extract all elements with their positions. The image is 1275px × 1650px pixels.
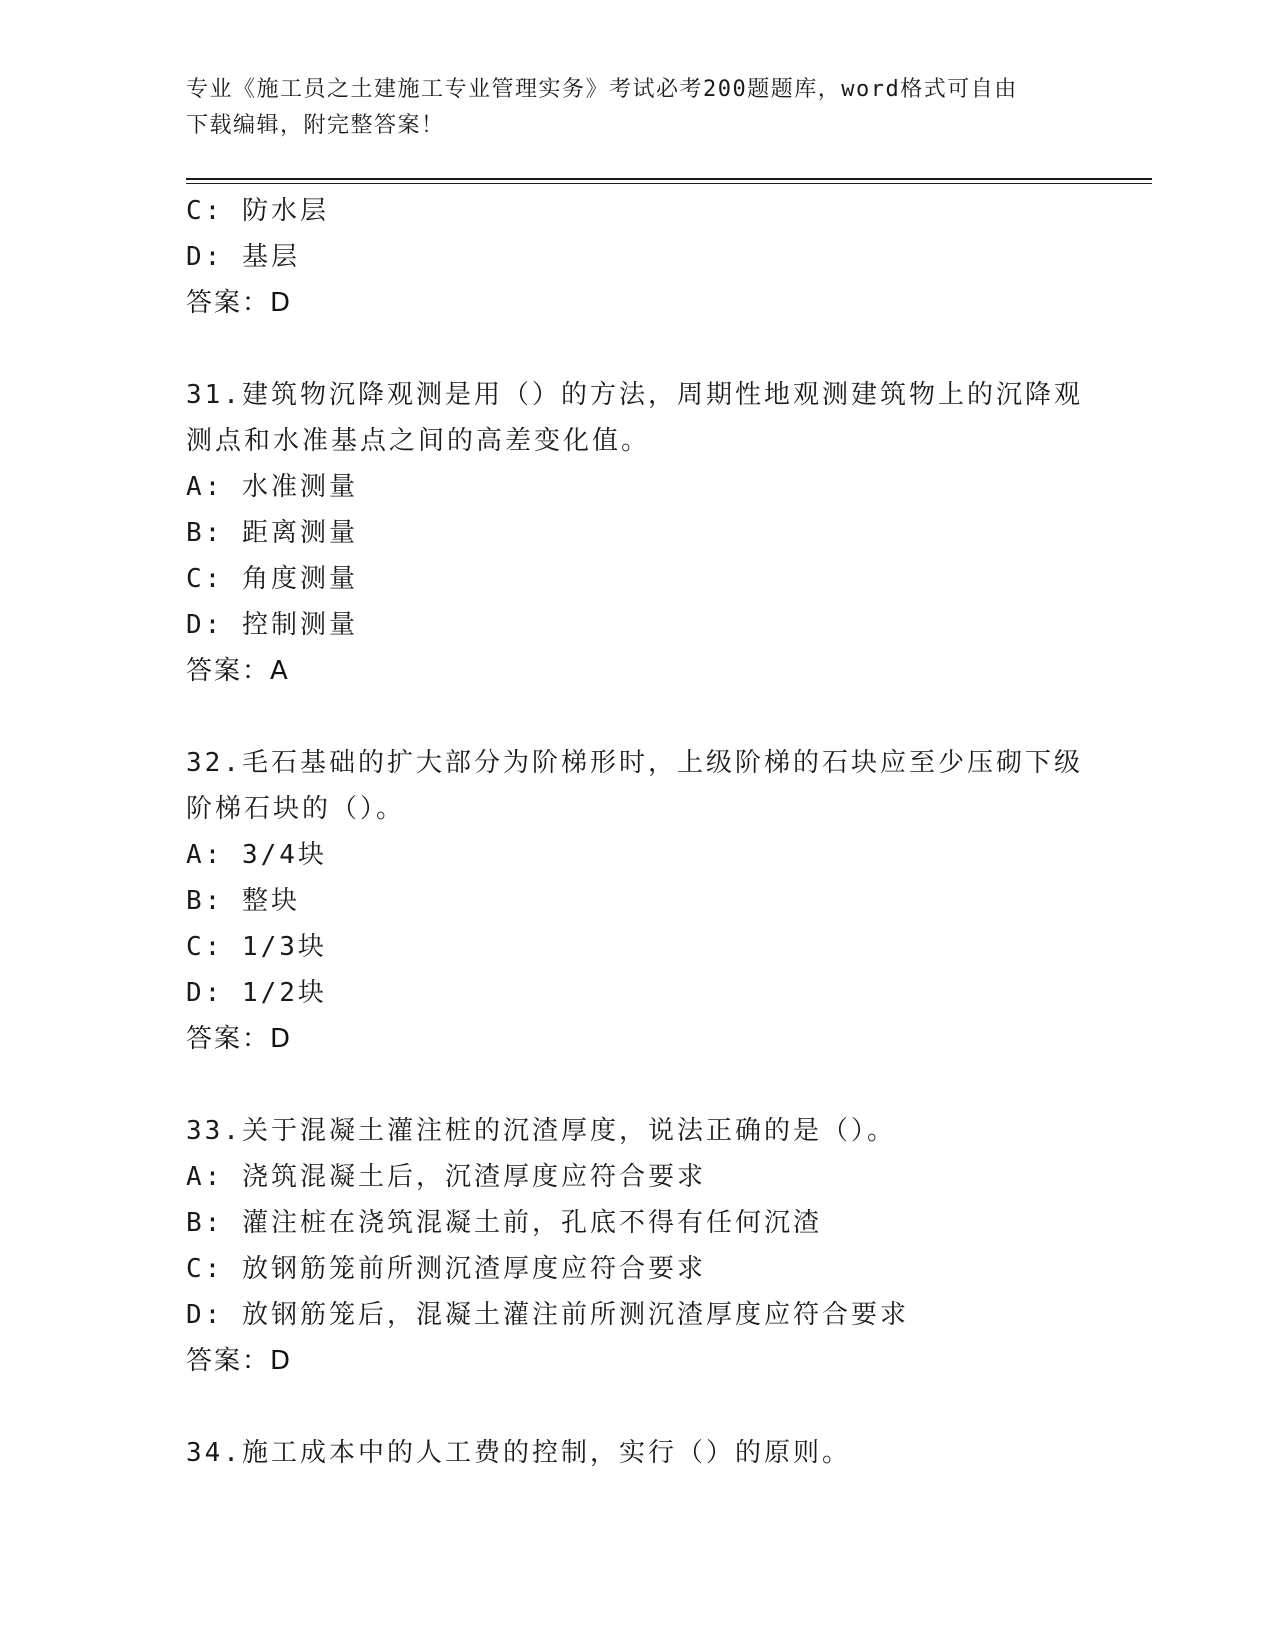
answer-line: 答案：D	[186, 1024, 293, 1054]
question-stem: 33.关于混凝土灌注桩的沉渣厚度，说法正确的是（）。	[186, 1116, 896, 1146]
option-d: D: 放钢筋笼后，混凝土灌注前所测沉渣厚度应符合要求	[186, 1300, 909, 1330]
option-d: D: 控制测量	[186, 610, 358, 640]
prev-question-tail	[186, 188, 1086, 326]
option-c: C: 防水层	[186, 196, 329, 226]
question-31	[186, 372, 1086, 694]
header-line-2: 下载编辑，附完整答案！	[186, 113, 445, 138]
question-stem: 32.毛石基础的扩大部分为阶梯形时，上级阶梯的石块应至少压砌下级	[186, 748, 1083, 778]
option-c: C: 放钢筋笼前所测沉渣厚度应符合要求	[186, 1254, 706, 1284]
question-32	[186, 740, 1086, 1062]
option-c: C: 1/3块	[186, 932, 327, 962]
answer-line: 答案：D	[186, 1346, 293, 1376]
answer-line: 答案：A	[186, 656, 290, 686]
page-header	[186, 72, 1086, 144]
question-34	[186, 1430, 1086, 1476]
question-stem: 34.施工成本中的人工费的控制，实行（）的原则。	[186, 1438, 851, 1468]
option-a: A: 浇筑混凝土后，沉渣厚度应符合要求	[186, 1162, 706, 1192]
option-d: D: 1/2块	[186, 978, 327, 1008]
question-stem: 31.建筑物沉降观测是用（）的方法，周期性地观测建筑物上的沉降观	[186, 380, 1083, 410]
option-a: A: 水准测量	[186, 472, 358, 502]
spacer	[186, 1062, 1086, 1108]
option-c: C: 角度测量	[186, 564, 358, 594]
question-stem: 测点和水准基点之间的高差变化值。	[186, 426, 651, 456]
spacer	[186, 326, 1086, 372]
answer-line: 答案：D	[186, 288, 293, 318]
header-line-1: 专业《施工员之土建施工专业管理实务》考试必考200题题库，word格式可自由	[186, 77, 1018, 102]
question-stem: 阶梯石块的（）。	[186, 794, 406, 824]
option-b: B: 灌注桩在浇筑混凝土前，孔底不得有任何沉渣	[186, 1208, 822, 1238]
spacer	[186, 694, 1086, 740]
option-a: A: 3/4块	[186, 840, 327, 870]
option-d: D: 基层	[186, 242, 300, 272]
question-content	[186, 188, 1086, 1476]
header-divider-thin	[186, 183, 1152, 184]
question-33	[186, 1108, 1086, 1384]
option-b: B: 整块	[186, 886, 300, 916]
header-divider-thick	[186, 178, 1152, 180]
option-b: B: 距离测量	[186, 518, 358, 548]
spacer	[186, 1384, 1086, 1430]
